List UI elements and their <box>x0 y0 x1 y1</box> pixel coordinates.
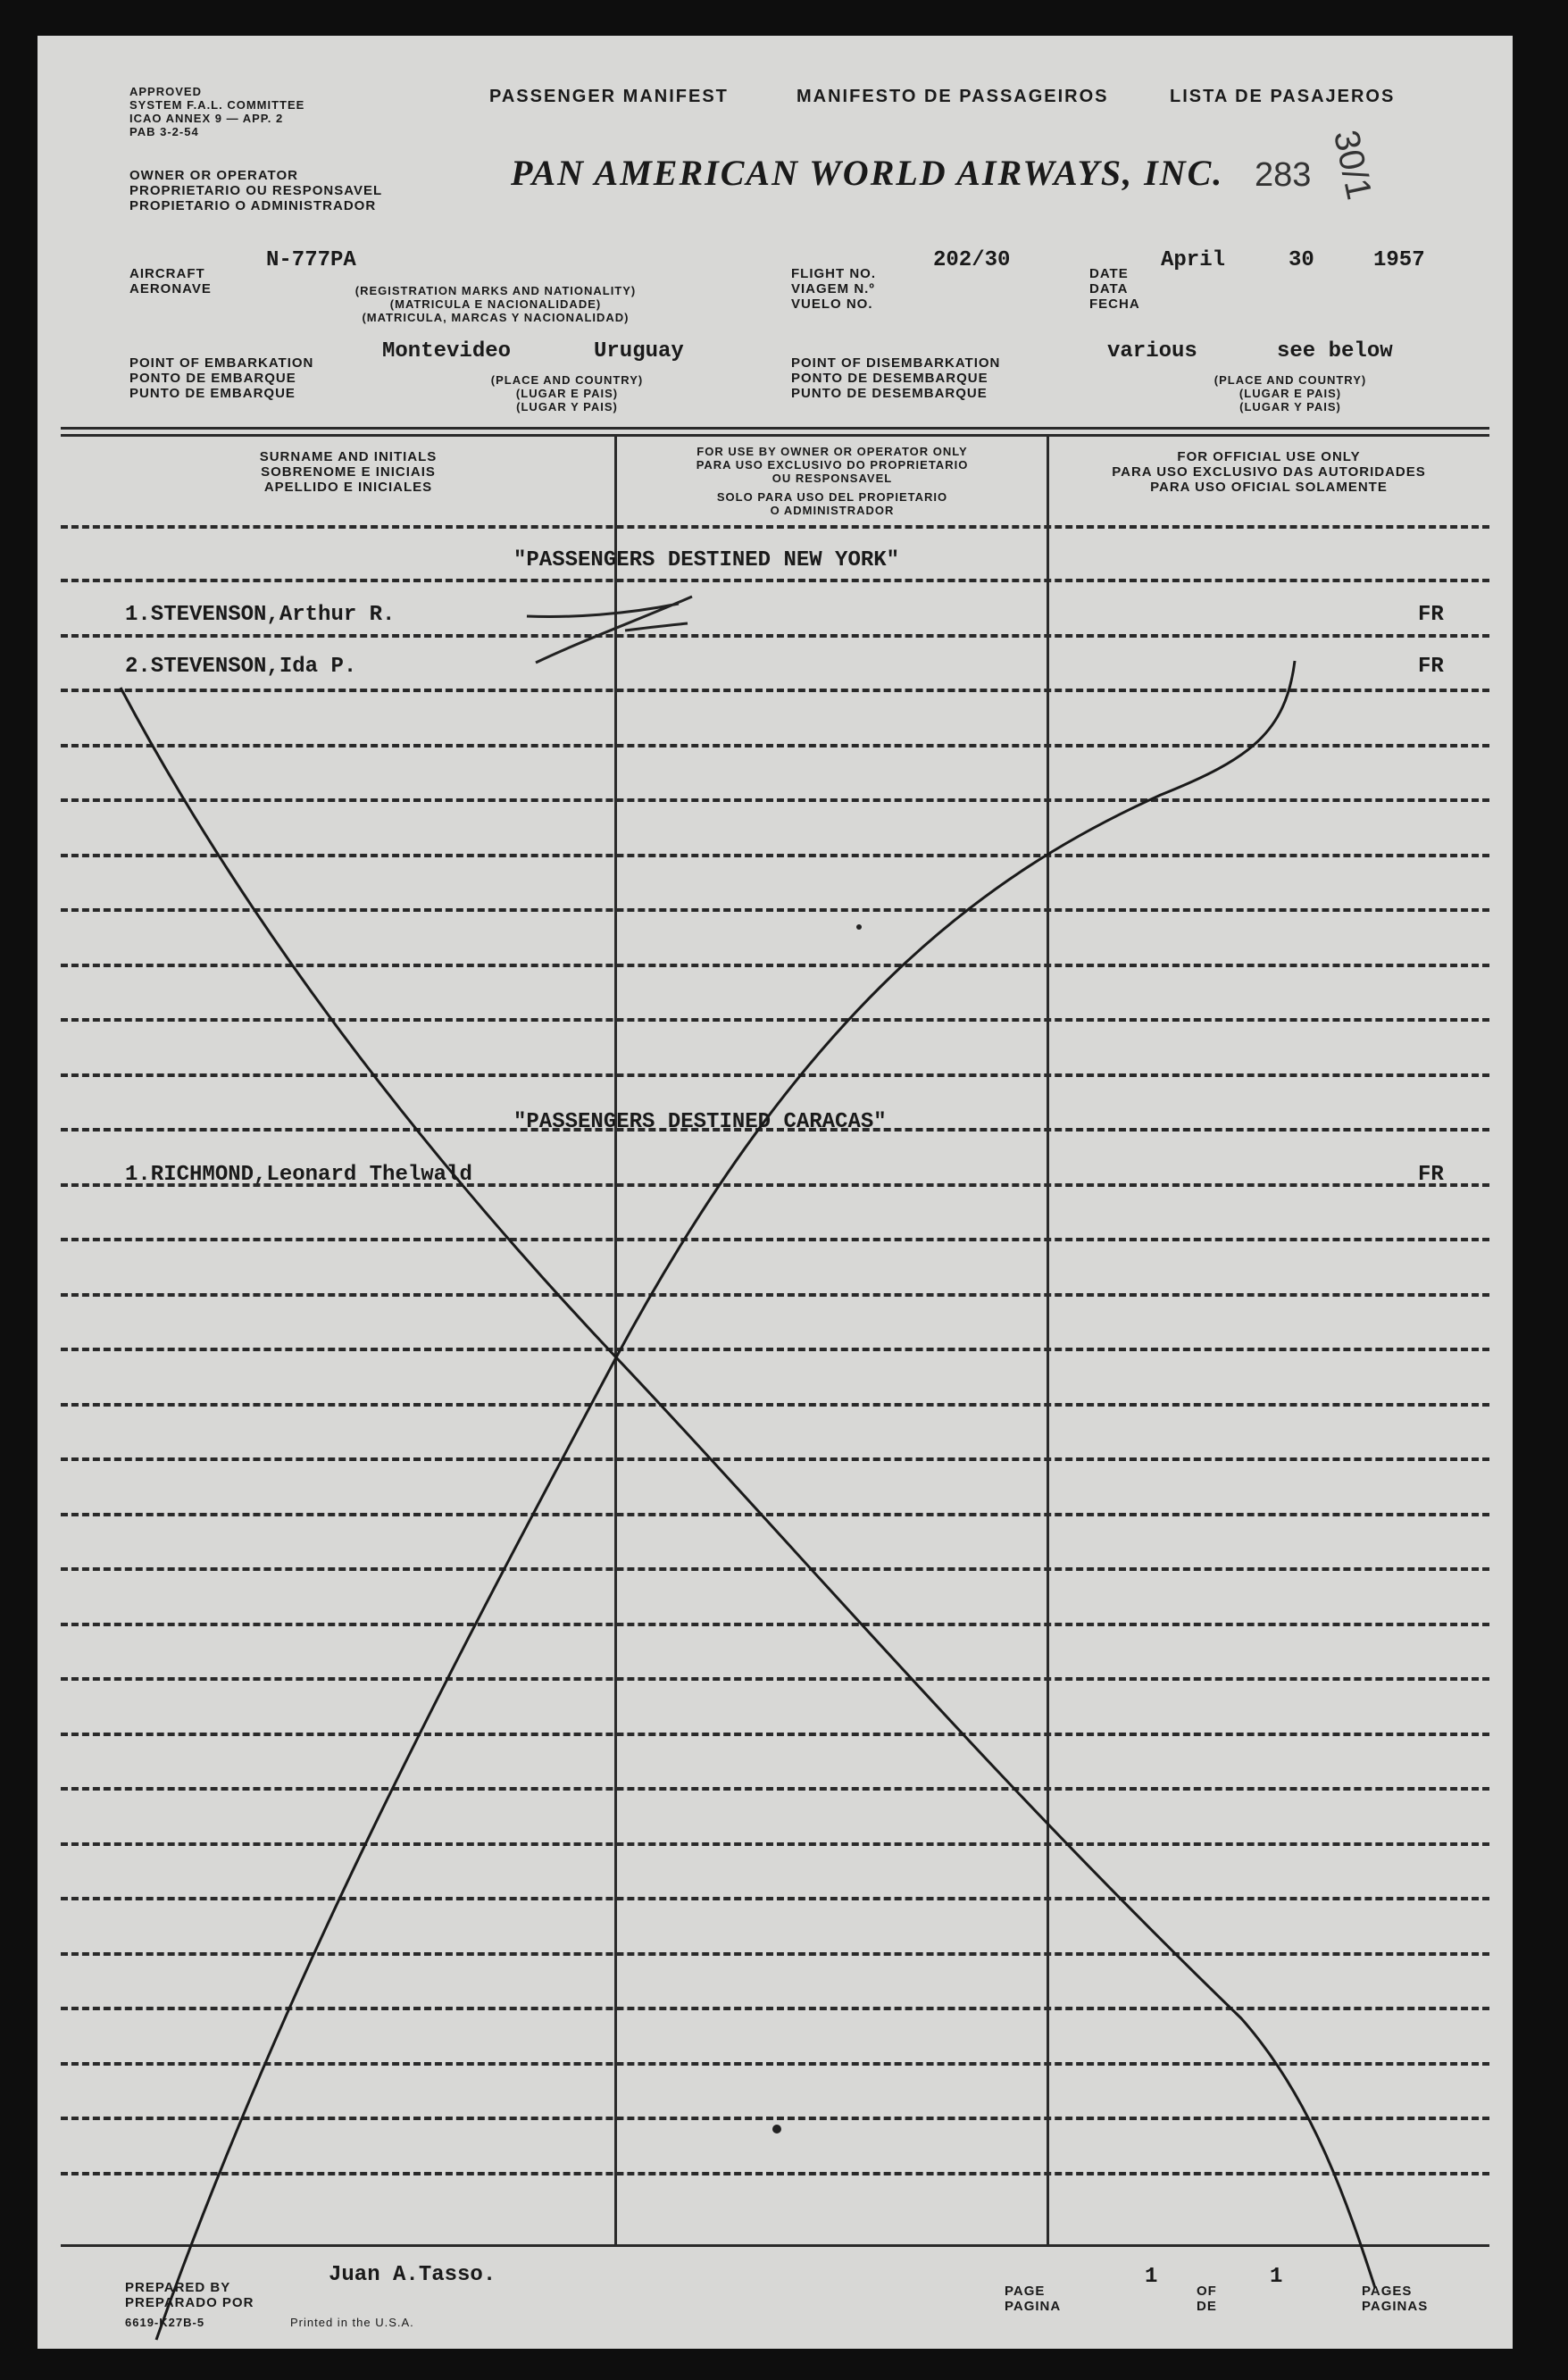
void-cross-line <box>156 661 1295 2340</box>
disembark-sublabel: (LUGAR E PAIS) <box>1239 387 1342 400</box>
page-total: 1 <box>1270 2265 1283 2289</box>
group-heading: "PASSENGERS DESTINED CARACAS" <box>513 1110 887 1134</box>
passenger-code: FR <box>1418 603 1444 627</box>
void-cross-line <box>121 688 1375 2288</box>
owner-label: PROPIETARIO O ADMINISTRADOR <box>129 198 377 213</box>
prepared-by: Juan A.Tasso. <box>329 2263 496 2287</box>
printed-note: Printed in the U.S.A. <box>290 2316 414 2329</box>
embark-label: PUNTO DE EMBARQUE <box>129 386 296 401</box>
form-number: 6619-K27B-5 <box>125 2316 205 2329</box>
aircraft-sublabel: (MATRICULA, MARCAS Y NACIONALIDAD) <box>362 311 630 324</box>
aircraft-label: AIRCRAFT <box>129 266 205 281</box>
date-label: DATA <box>1089 281 1129 296</box>
column-header-line: O ADMINISTRADOR <box>770 504 895 517</box>
passenger-name: 1.STEVENSON,Arthur R. <box>125 603 396 627</box>
passenger-code: FR <box>1418 655 1444 679</box>
column-header-line: PARA USO EXCLUSIVO DO PROPRIETARIO <box>696 458 969 472</box>
page-stamp-number: 283 <box>1255 156 1312 194</box>
approval-line: PAB 3-2-54 <box>129 125 199 138</box>
embark-sublabel: (LUGAR E PAIS) <box>515 387 619 400</box>
date-label: FECHA <box>1089 296 1140 312</box>
flight-label: VIAGEM N.º <box>791 281 875 296</box>
owner-label: OWNER OR OPERATOR <box>129 168 298 183</box>
date-label: DATE <box>1089 266 1129 281</box>
embark-label: POINT OF EMBARKATION <box>129 355 314 371</box>
aircraft-registration: N-777PA <box>266 248 356 272</box>
passenger-name: 2.STEVENSON,Ida P. <box>125 655 357 679</box>
embark-country: Uruguay <box>594 339 684 363</box>
title-es: LISTA DE PASAJEROS <box>1170 87 1396 106</box>
approval-line: SYSTEM F.A.L. COMMITTEE <box>129 98 305 112</box>
embark-place: Montevideo <box>382 339 512 363</box>
pages-label: PAGES <box>1362 2284 1413 2299</box>
page-label: PAGE <box>1005 2284 1046 2299</box>
page-label: PAGINA <box>1005 2299 1062 2314</box>
approval-line: APPROVED <box>129 85 202 98</box>
disembark-sublabel: (LUGAR Y PAIS) <box>1239 400 1341 413</box>
ink-dot <box>856 924 862 930</box>
ink-dot <box>772 2125 781 2134</box>
group-heading: "PASSENGERS DESTINED NEW YORK" <box>513 548 900 572</box>
aircraft-sublabel: (MATRICULA E NACIONALIDADE) <box>389 297 602 311</box>
approval-line: ICAO ANNEX 9 — APP. 2 <box>129 112 284 125</box>
column-header-line: FOR OFFICIAL USE ONLY <box>1177 449 1361 464</box>
embark-sublabel: (LUGAR Y PAIS) <box>516 400 618 413</box>
disembark-note: see below <box>1277 339 1393 363</box>
prepared-label: PREPARED BY <box>125 2280 231 2295</box>
page-number: 1 <box>1145 2265 1158 2289</box>
of-label: OF <box>1197 2284 1217 2299</box>
embark-sublabel: (PLACE AND COUNTRY) <box>490 373 644 387</box>
column-header-line: FOR USE BY OWNER OR OPERATOR ONLY <box>696 445 968 458</box>
embark-label: PONTO DE EMBARQUE <box>129 371 296 386</box>
column-header-line: APELLIDO E INICIALES <box>263 480 433 495</box>
flight-label: VUELO NO. <box>791 296 873 312</box>
title-en: PASSENGER MANIFEST <box>489 87 729 106</box>
disembark-label: PONTO DE DESEMBARQUE <box>791 371 988 386</box>
title-pt: MANIFESTO DE PASSAGEIROS <box>797 87 1109 106</box>
date-day: 30 <box>1289 248 1314 272</box>
column-header-line: PARA USO EXCLUSIVO DAS AUTORIDADES <box>1112 464 1426 480</box>
check-mark <box>527 597 692 663</box>
prepared-label: PREPARADO POR <box>125 2295 254 2310</box>
flight-number: 202/30 <box>933 248 1011 272</box>
passenger-name: 1.RICHMOND,Leonard Thelwald <box>125 1163 472 1187</box>
passenger-code: FR <box>1418 1163 1444 1187</box>
disembark-place: various <box>1107 339 1197 363</box>
aircraft-sublabel: (REGISTRATION MARKS AND NATIONALITY) <box>354 284 637 297</box>
of-label: DE <box>1197 2299 1217 2314</box>
column-header-line: SURNAME AND INITIALS <box>259 449 438 464</box>
disembark-label: POINT OF DISEMBARKATION <box>791 355 1001 371</box>
date-year: 1957 <box>1373 248 1425 272</box>
column-header-line: PARA USO OFICIAL SOLAMENTE <box>1150 480 1388 495</box>
column-header-line: SOBRENOME E INICIAIS <box>261 464 436 480</box>
date-month: April <box>1161 248 1226 272</box>
disembark-sublabel: (PLACE AND COUNTRY) <box>1214 373 1367 387</box>
owner-label: PROPRIETARIO OU RESPONSAVEL <box>129 183 383 198</box>
aircraft-label: AERONAVE <box>129 281 212 296</box>
column-header-line: OU RESPONSAVEL <box>771 472 893 485</box>
disembark-label: PUNTO DE DESEMBARQUE <box>791 386 988 401</box>
handwritten-mark: 30/1 <box>1325 127 1380 204</box>
column-header-line: SOLO PARA USO DEL PROPIETARIO <box>716 490 948 504</box>
flight-label: FLIGHT NO. <box>791 266 876 281</box>
pages-label: PAGINAS <box>1362 2299 1429 2314</box>
owner-name: PAN AMERICAN WORLD AIRWAYS, INC. <box>511 153 1224 193</box>
